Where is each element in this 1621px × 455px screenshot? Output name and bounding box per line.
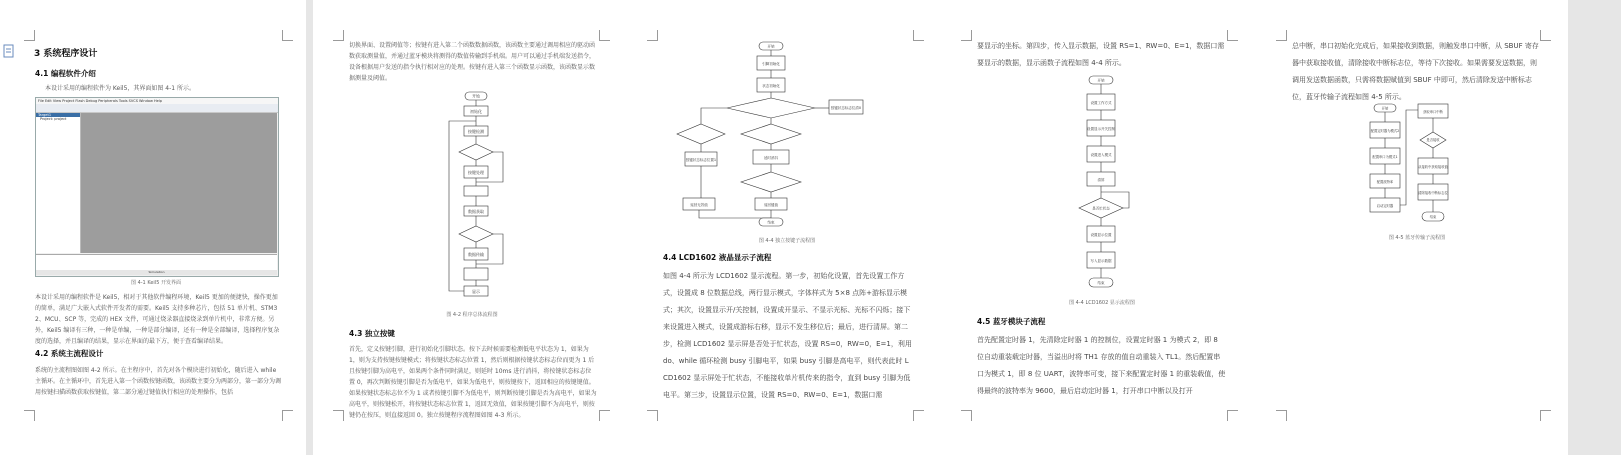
paragraph: 系统的主流程图如图 4-2 所示。在主程序中，首先对各个模块进行初始化，随后进入 while 主循环。在主循环中，首先进入第一个函数按键函数，该函数主要分为两部分，第一部分为调用按键扫描函数获取按键值，第二部分通过键值执行相应的处理操作，包括 [35, 367, 282, 396]
section-heading-4-1: 4.1 编程软件介绍 [35, 69, 96, 78]
flow-label: 设置进入模式 [1090, 153, 1112, 157]
crop-mark [1540, 410, 1551, 421]
crop-mark [1227, 30, 1238, 41]
crop-mark [333, 410, 344, 421]
paragraph: 首先，定义按键引脚，进行初始化引脚状态。按下去时候需要检测低电平状态为 1，如果为 1，则为支持按键按键模式；将按键状态标志位置 1，然后则根据按键状态标志位而更为 1 后且按键引脚为高电平，如果两个条件同时满足，则延时 10ms 进行消抖，将按键状态标志位置 0，再次判断按键引脚是否为低电平，如果为低电平，则按键按下，返回相应的按键键值。如果按键状态标志位不为 1 或者按键引脚不为低电平，则判断按键引脚是否为高电平，如果为高电平，则按键松开，将按键状态标志位置 1，返回无效值，如果按键引脚不为高电平，则按键仍在按压，则直接返回 0。独立按键程序流程图如图 4-3 所示。 [349, 346, 597, 419]
flow-decision [459, 226, 493, 242]
flow-label: 数据获取 [468, 209, 484, 214]
crop-mark [913, 30, 924, 41]
figure-caption: 图 4-4 独立按键子流程图 [758, 238, 816, 244]
keil-toolbar [36, 104, 278, 113]
flow-label: 配置波特率 [1376, 180, 1394, 184]
flow-label: 按键状态标志位置1 [685, 158, 717, 162]
keil-tree-item: Project: project [40, 117, 67, 121]
flow-label: 设置显示位置 [1090, 233, 1112, 237]
crop-mark [599, 410, 610, 421]
chapter-heading: 3 系统程序设计 [34, 49, 98, 59]
paragraph: 本设计采用的编程软件是 Keil5，相对于其他软件编程环境，Keil5 更加的便捷快，操作更加的简单，满足广大嵌入式软件开发者的需要。Keil5 支持多种芯片，包括 51 单片机、STM32、MCU、SCP 等，完成的 HEX 文件，可通过烧录器直接烧录到单片机中，非常方便。另外，Keil5 编译有三种，一种是单编，一种是部分编译，还有一种是全部编译，选择程序复杂度的选择，并且编译的结果，显示在界面的最下方，便于查看编译结果。 [35, 294, 280, 345]
paragraph: 切换界面、设置阈值等；按键有进入第二个函数数据函数，该函数主要通过调用相应的驱动函数获取测量值，并通过蓝牙模块将测得的数值传输到手机端。用户可以通过手机端发送指令，设备根据用户发送的指令执行相对应的处理。按键有进入第三个函数显示函数，该函数显示数据测量及阈值。 [349, 42, 596, 82]
crop-mark [647, 30, 658, 41]
flow-label: 清除接收中断标志位 [1418, 191, 1448, 195]
paragraph: 首先配置定时器 1，先清除定时器 1 的控制位，设置定时器 1 为模式 2，即 8 位自动重装载定时器，当溢出时将 TH1 存放的值自动重装入 TL1。然后配置串口为模式 1，即 8 位 UART，波特率可变，接下来配置定时器 1 的重装载值，使得最终的波特率为 9600，最后启动定时器 1，打开串口中断以及打开 [977, 336, 1226, 395]
crop-mark [282, 410, 293, 421]
section-heading-4-4: 4.4 LCD1602 液晶显示子流程 [663, 253, 772, 262]
section-heading-4-2: 4.2 系统主流程设计 [35, 349, 104, 358]
crop-mark [647, 410, 658, 421]
flow-label: 从接收中获取接收值 [1418, 165, 1448, 169]
flow-label: 结束 [1429, 215, 1437, 219]
keil-project-panel [36, 113, 81, 253]
flow-label: 开始 [767, 44, 775, 49]
flow-label: 设置显示开关控制 [1087, 127, 1115, 131]
flow-label: 按键状态标志位清0 [830, 106, 862, 110]
flow-label: 返回键值 [764, 203, 778, 207]
flow-label: 配置串口为模式1 [1372, 155, 1398, 159]
flow-label: 清屏 [1097, 178, 1105, 182]
keil-menubar: File Edit View Project Flash Debug Peripherals Tools SVCS Window Help [36, 98, 278, 104]
paragraph: 要显示的坐标。第四步，传入显示数据，设置 RS=1、RW=0、E=1，数据口需要显示的数据，显示函数子流程如图 4-4 所示。 [977, 42, 1225, 67]
flow-label: 是否忙状态 [1092, 206, 1110, 211]
keil-build-output [36, 254, 277, 271]
keil-statusbar: Simulation [36, 270, 277, 275]
flow-label: 引脚初始化 [762, 62, 780, 66]
crop-mark [24, 30, 35, 41]
figure-caption: 图 4-4 LCD1602 显示流程图 [1069, 300, 1135, 306]
crop-mark [913, 410, 924, 421]
flow-box [464, 268, 488, 280]
flow-label: 返回无效值 [690, 203, 708, 207]
section-heading-4-5: 4.5 蓝牙模块子流程 [977, 317, 1046, 326]
figure-caption: 图 4-1 Keil5 开发界面 [130, 280, 181, 286]
figure-caption: 图 4-5 蓝牙传输子流程图 [1388, 235, 1446, 241]
document-page-3 [627, 0, 943, 455]
flow-label: 写入显示数据 [1090, 259, 1112, 263]
flow-label: 开始 [1097, 78, 1105, 83]
document-page-1 [0, 0, 306, 455]
crop-mark [961, 410, 972, 421]
flow-label: 启动定时器 [1376, 204, 1394, 208]
crop-mark [1276, 410, 1287, 421]
crop-mark [599, 30, 610, 41]
lcd-flowchart [1071, 74, 1131, 294]
paragraph: 本设计采用的编程软件为 Keil5，其界面如图 4-1 所示。 [45, 85, 196, 92]
navigation-pane-icon[interactable] [3, 44, 15, 58]
flow-label: 按键处理 [468, 170, 484, 175]
main-flowchart [443, 90, 513, 302]
keil-editor-area [81, 113, 277, 253]
document-page-5 [1256, 0, 1568, 455]
crop-mark [1276, 30, 1287, 41]
flow-label: 开始 [1381, 106, 1389, 111]
flow-start-label: 开始 [472, 93, 480, 99]
crop-mark [333, 30, 344, 41]
flow-label: 结束 [1097, 281, 1105, 285]
crop-mark [24, 410, 35, 421]
flow-label: 是否接收 [1426, 138, 1440, 142]
flow-box [464, 186, 488, 196]
flow-label: 显示 [472, 289, 480, 294]
flow-label: 按键检测 [468, 129, 484, 134]
document-page-4 [941, 0, 1257, 455]
figure-caption: 图 4-2 程序总体流程图 [446, 312, 498, 318]
flow-label: 状态初始化 [762, 84, 780, 88]
flow-label: 获取串口中断 [1423, 110, 1443, 114]
flow-label: 延时消抖 [764, 156, 778, 160]
flow-label: 设置工作方式 [1090, 101, 1112, 105]
flow-decision [459, 144, 493, 160]
flow-label: 配置定时器为模式2 [1370, 129, 1400, 133]
document-page-2 [313, 0, 629, 455]
crop-mark [1227, 410, 1238, 421]
keil-screenshot [35, 97, 279, 277]
keil-tree-root: Target1 [36, 113, 80, 117]
button-flowchart [667, 38, 903, 234]
bluetooth-flowchart [1366, 102, 1456, 228]
crop-mark [961, 30, 972, 41]
flow-label: 结束 [767, 220, 775, 225]
section-heading-4-3: 4.3 独立按键 [349, 329, 395, 338]
flow-label: 初始化 [470, 109, 482, 114]
crop-mark [282, 30, 293, 41]
flow-label: 数据传输 [468, 252, 484, 257]
paragraph: 如图 4-4 所示为 LCD1602 显示流程。第一步，初始化设置，首先设置工作方式，设置成 8 位数据总线，两行显示模式，字体样式为 5×8 点阵+游标显示模式；其次，设置显示开/关控制，设置成开显示、不显示光标、光标不闪烁；接下来设置进入模式，设置成游标右移，显示不发生移位后；最后，进行清屏。第二步，检测 LCD1602 显示屏是否处于忙状态，设置 RS=0，RW=0，E=1，利用 do、while 循环检测 busy 引脚电平，如果 busy 引脚是高电平，则代表此时 LCD1602 显示屏处于忙状态，不能接收单片机传来的指令，直到 busy 引脚为低电平。第三步，设置显示位置，设置 RS=0、RW=0、E=1，数据口需 [663, 272, 912, 399]
paragraph: 总中断，串口初始化完成后，如果接收到数据，则触发串口中断，从 SBUF 寄存器中获取接收值，清除接收中断标志位，等待下次接收。如果需要发送数据，则调用发送数据函数，只需将数据赋值到 SBUF 中即可，然后清除发送中断标志位，蓝牙传输子流程如图 4-5 所示。 [1292, 42, 1539, 101]
